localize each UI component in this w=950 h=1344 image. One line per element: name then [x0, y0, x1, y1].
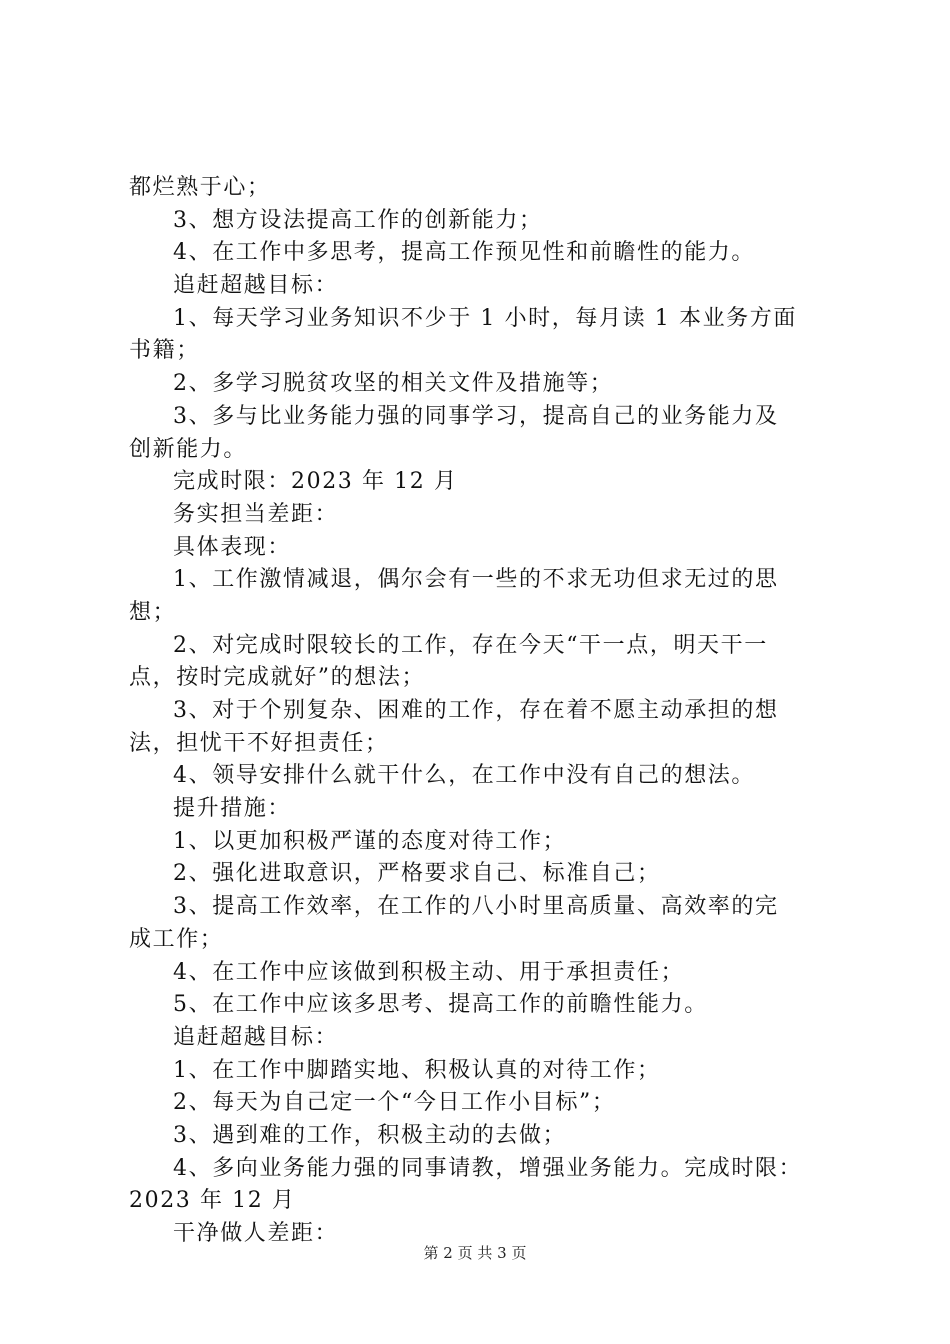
- text-line: 具体表现：: [173, 534, 292, 560]
- page-footer: 第 2 页 共 3 页: [423, 1244, 527, 1262]
- document-body: [129, 172, 839, 1251]
- text-line: 提升措施：: [173, 796, 292, 822]
- text-line: 4、领导安排什么就干什么，在工作中没有自己的想法。: [173, 763, 755, 789]
- text-line: 5、在工作中应该多思考、提高工作的前瞻性能力。: [173, 992, 708, 1018]
- text-line: 都烂熟于心；: [129, 175, 271, 200]
- text-line: 务实担当差距：: [173, 501, 339, 527]
- text-line: 追赶超越目标：: [173, 1024, 339, 1050]
- text-line: 书籍；: [129, 338, 200, 364]
- text-line: 1、以更加积极严谨的态度对待工作；: [173, 828, 567, 854]
- text-line: 2023 年 12 月: [129, 1188, 296, 1214]
- text-line: 3、遇到难的工作，积极主动的去做；: [173, 1122, 567, 1148]
- text-line: 2、多学习脱贫攻坚的相关文件及措施等；: [173, 371, 614, 397]
- text-line: 2、对完成时限较长的工作，存在今天“干一点，明天干一: [173, 632, 768, 658]
- text-line: 4、在工作中多思考，提高工作预见性和前瞻性的能力。: [173, 240, 755, 266]
- text-line: 2、每天为自己定一个“今日工作小目标”；: [173, 1090, 616, 1116]
- text-line: 1、每天学习业务知识不少于 1 小时，每月读 1 本业务方面: [173, 305, 797, 331]
- text-line: 成工作；: [129, 926, 224, 952]
- text-line: 1、在工作中脚踏实地、积极认真的对待工作；: [173, 1057, 661, 1083]
- text-line: 3、提高工作效率，在工作的八小时里高质量、高效率的完: [173, 894, 779, 920]
- text-line: 点，按时完成就好”的想法；: [129, 665, 426, 691]
- text-line: 法，担忧干不好担责任；: [129, 730, 389, 756]
- text-line: 追赶超越目标：: [173, 273, 339, 299]
- text-line: 1、工作激情减退，偶尔会有一些的不求无功但求无过的思: [173, 567, 779, 593]
- text-line: 4、多向业务能力强的同事请教，增强业务能力。完成时限：: [173, 1155, 803, 1181]
- text-line: 4、在工作中应该做到积极主动、用于承担责任；: [173, 959, 685, 985]
- text-line: 3、多与比业务能力强的同事学习，提高自己的业务能力及: [173, 403, 779, 429]
- text-line: 2、强化进取意识，严格要求自己、标准自己；: [173, 861, 661, 887]
- text-line: 完成时限：2023 年 12 月: [173, 469, 458, 495]
- text-line: 3、想方设法提高工作的创新能力；: [173, 207, 543, 233]
- text-line: 想；: [129, 599, 177, 625]
- text-line: 创新能力。: [129, 436, 248, 462]
- text-line: 干净做人差距：: [173, 1221, 339, 1246]
- text-line: 3、对于个别复杂、困难的工作，存在着不愿主动承担的想: [173, 698, 779, 723]
